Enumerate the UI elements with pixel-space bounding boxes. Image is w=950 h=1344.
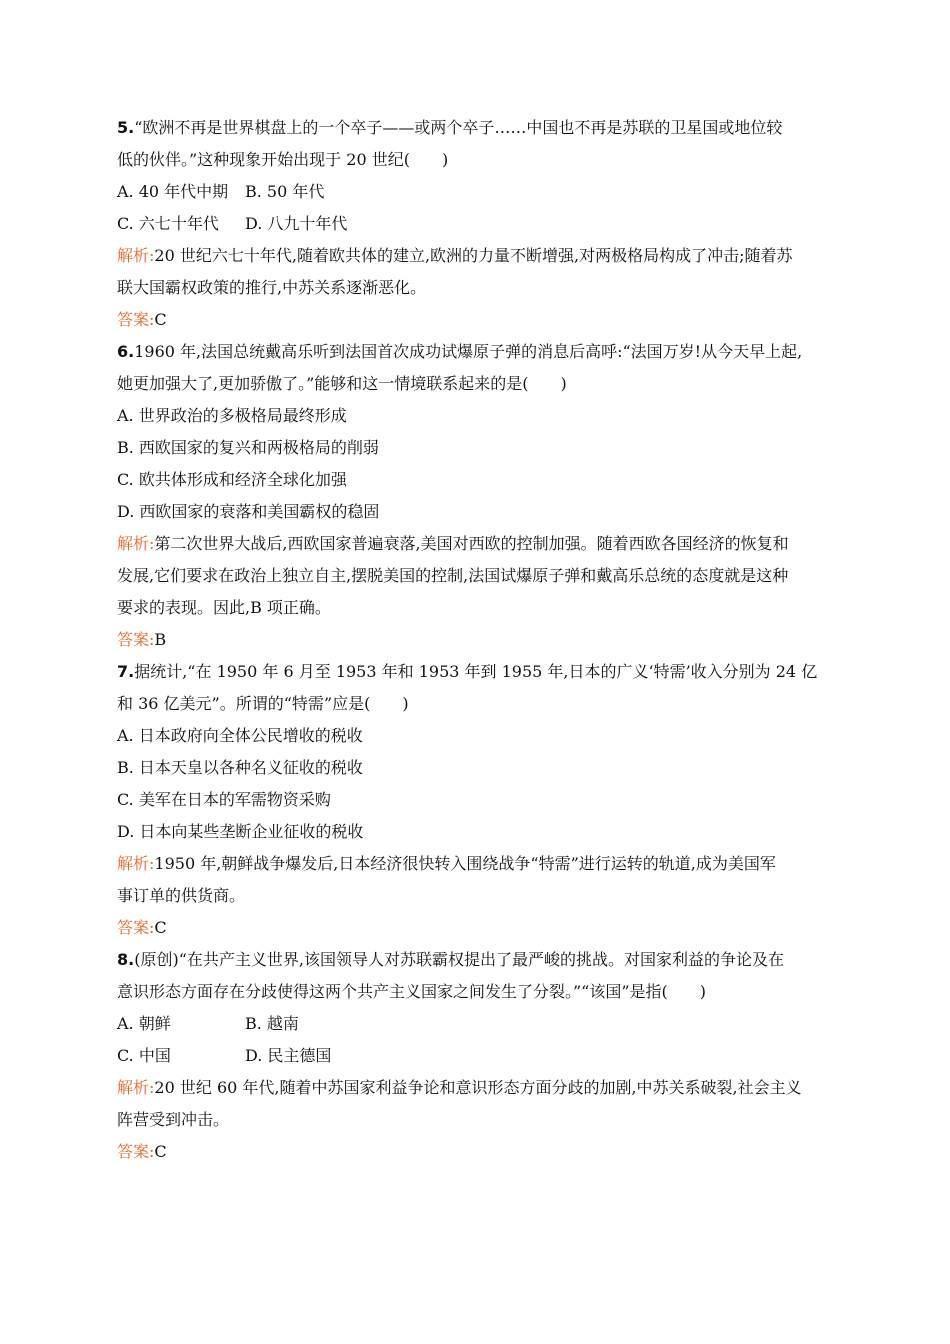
option-b: B. 越南 [245, 1014, 299, 1033]
option-row [117, 1040, 837, 1072]
analysis-label: 解析: [117, 854, 155, 873]
option-b: B. 50 年代 [245, 182, 325, 201]
answer-label: 答案: [117, 630, 155, 649]
question-number: 8. [117, 950, 135, 969]
analysis-line: 联大国霸权政策的推行,中苏关系逐渐恶化。 [117, 278, 427, 297]
question-stem-line: 6.1960 年,法国总统戴高乐听到法国首次成功试爆原子弹的消息后高呼:“法国万岁!从今天早上起, [117, 342, 803, 361]
option-a: A. 日本政府向全体公民增收的税收 [117, 726, 363, 745]
answer-value: C [154, 310, 167, 329]
analysis-line: 解析:20 世纪 60 年代,随着中苏国家利益争论和意识形态方面分歧的加剧,中苏关系破裂,社会主义 [117, 1078, 802, 1097]
option-row [117, 208, 837, 240]
question-stem-line: 意识形态方面存在分歧使得这两个共产主义国家之间发生了分裂。”“该国”是指( ) [117, 982, 707, 1001]
question-number: 7. [117, 662, 135, 681]
question-stem-line: 她更加强大了,更加骄傲了。”能够和这一情境联系起来的是( ) [117, 374, 567, 393]
option-c: C. 六七十年代 [117, 214, 219, 233]
option-row [117, 176, 837, 208]
answer-label: 答案: [117, 1142, 155, 1161]
answer-line [117, 1136, 837, 1168]
option-c: C. 中国 [117, 1046, 171, 1065]
analysis-line: 解析:1950 年,朝鲜战争爆发后,日本经济很快转入围绕战争“特需”进行运转的轨道,成为美国军 [117, 854, 776, 873]
question-number: 5. [117, 118, 135, 137]
document-page [117, 112, 837, 1168]
option-d: D. 民主德国 [245, 1046, 332, 1065]
option-a: A. 朝鲜 [117, 1014, 171, 1033]
analysis-label: 解析: [117, 1078, 155, 1097]
analysis-line: 发展,它们要求在政治上独立自主,摆脱美国的控制,法国试爆原子弹和戴高乐总统的态度就是这种 [117, 566, 789, 585]
answer-line [117, 912, 837, 944]
question-stem-line: 和 36 亿美元”。所谓的“特需”应是( ) [117, 694, 409, 713]
question-7 [117, 656, 837, 944]
question-stem-line: 5.“欧洲不再是世界棋盘上的一个卒子——或两个卒子……中国也不再是苏联的卫星国或地位较 [117, 118, 783, 137]
question-8 [117, 944, 837, 1168]
answer-line [117, 304, 837, 336]
answer-label: 答案: [117, 918, 155, 937]
option-a: A. 40 年代中期 [117, 182, 229, 201]
answer-line [117, 624, 837, 656]
option-d: D. 西欧国家的衰落和美国霸权的稳固 [117, 502, 380, 521]
answer-value: B [154, 630, 167, 649]
analysis-line: 阵营受到冲击。 [117, 1110, 230, 1129]
analysis-label: 解析: [117, 246, 155, 265]
answer-value: C [154, 1142, 167, 1161]
question-number: 6. [117, 342, 135, 361]
analysis-label: 解析: [117, 534, 155, 553]
question-stem-line: 8.(原创)“在共产主义世界,该国领导人对苏联霸权提出了最严峻的挑战。对国家利益的争论及在 [117, 950, 784, 969]
question-6 [117, 336, 837, 656]
question-5 [117, 112, 837, 336]
option-c: C. 欧共体形成和经济全球化加强 [117, 470, 347, 489]
option-b: B. 日本天皇以各种名义征收的税收 [117, 758, 363, 777]
option-c: C. 美军在日本的军需物资采购 [117, 790, 331, 809]
option-row [117, 1008, 837, 1040]
option-d: D. 八九十年代 [245, 214, 348, 233]
analysis-line: 解析:20 世纪六七十年代,随着欧共体的建立,欧洲的力量不断增强,对两极格局构成了冲击;随着苏 [117, 246, 793, 265]
option-a: A. 世界政治的多极格局最终形成 [117, 406, 347, 425]
option-b: B. 西欧国家的复兴和两极格局的削弱 [117, 438, 379, 457]
option-d: D. 日本向某些垄断企业征收的税收 [117, 822, 364, 841]
analysis-line: 解析:第二次世界大战后,西欧国家普遍衰落,美国对西欧的控制加强。随着西欧各国经济的恢复和 [117, 534, 789, 553]
question-stem-line: 低的伙伴。”这种现象开始出现于 20 世纪( ) [117, 150, 449, 169]
answer-label: 答案: [117, 310, 155, 329]
question-stem-line: 7.据统计,“在 1950 年 6 月至 1953 年和 1953 年到 1955 年,日本的广义‘特需’收入分别为 24 亿 [117, 662, 818, 681]
answer-value: C [154, 918, 167, 937]
analysis-line: 要求的表现。因此,B 项正确。 [117, 598, 331, 617]
analysis-line: 事订单的供货商。 [117, 886, 246, 905]
